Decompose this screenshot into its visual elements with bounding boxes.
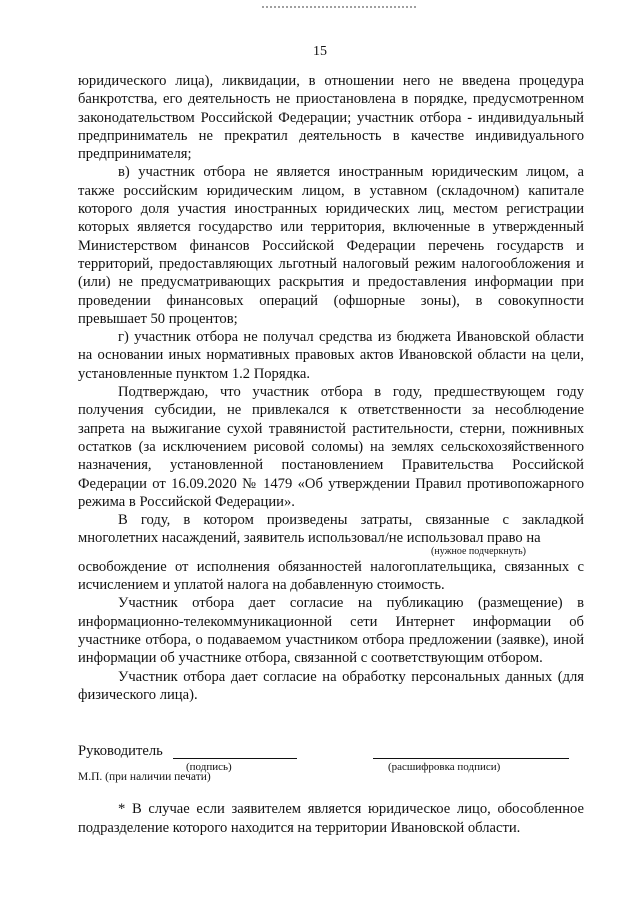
document-body <box>78 72 584 704</box>
paragraph-4: Подтверждаю, что участник отбора в году, предшествующем году получения субсидии, не привлекался к ответственности за несоблюдение запрета на выжигание сухой травянистой растительности, стерни, пожнивных остатков (за исключением рисовой соломы) на землях сельскохозяйственного назначения, установленной постановлением Правительства Российской Федерации от 16.09.2020 № 1479 «Об утверждении Правил противопожарного режима в Российской Федерации». <box>78 384 584 510</box>
paragraph-7: Участник отбора дает согласие на обработку персональных данных (для физического лица). <box>78 668 584 703</box>
signature-block <box>78 743 584 783</box>
footnote-text: * В случае если заявителем является юридическое лицо, обособленное подразделение которого находится на территории Ивановской области. <box>78 801 584 836</box>
underline-note: (нужное подчеркнуть) <box>431 545 526 557</box>
signature-caption: (подпись) <box>186 761 232 773</box>
signature-line <box>173 758 297 759</box>
paragraph-3: г) участник отбора не получал средства из бюджета Ивановской области на основании иных нормативных правовых актов Ивановской области на цели, установленные пунктом 1.2 Порядка. <box>78 329 584 382</box>
stamp-place-label: М.П. (при наличии печати) <box>78 771 211 783</box>
paragraph-5-part-1: В году, в котором произведены затраты, связанные с закладкой многолетних насаждений, заявитель использовал/не использовал право на <box>78 512 584 547</box>
name-decoding-caption: (расшифровка подписи) <box>388 761 501 773</box>
name-decoding-line <box>373 758 569 759</box>
paragraph-1: юридического лица), ликвидации, в отношении него не введена процедура банкротства, его деятельность не приостановлена в порядке, предусмотренном законодательством Российской Федерации; участник отбора - индивидуальный предприниматель не прекратил деятельность в качестве индивидуального предпринимателя; <box>78 73 584 163</box>
signatory-label: Руководитель <box>78 743 163 759</box>
paragraph-5-part-2: освобождение от исполнения обязанностей налогоплательщика, связанных с исчислением и уплатой налога на добавленную стоимость. <box>78 558 584 594</box>
paragraph-6: Участник отбора дает согласие на публикацию (размещение) в информационно-телекоммуникационной сети Интернет информации об участнике отбора, о подаваемом участником отбора предложении (заявке), иной информации об участнике отбора, связанной с соответствующим отбором. <box>78 595 584 667</box>
scan-header-line <box>262 6 417 8</box>
paragraph-2: в) участник отбора не является иностранным юридическим лицом, а также российским юридическим лицом, в уставном (складочном) капитале которого доля участия иностранных юридических лиц, местом регистрации которых является государство или территория, включенные в утвержденный Министерством финансов Российской Федерации перечень государств и территорий, предоставляющих льготный налоговый режим налогообложения и (или) не предусматривающих раскрытия и предоставления информации при проведении финансовых операций (офшорные зоны), в совокупности превышает 50 процентов; <box>78 164 584 327</box>
footnote <box>78 800 584 838</box>
page-number: 15 <box>313 44 327 59</box>
